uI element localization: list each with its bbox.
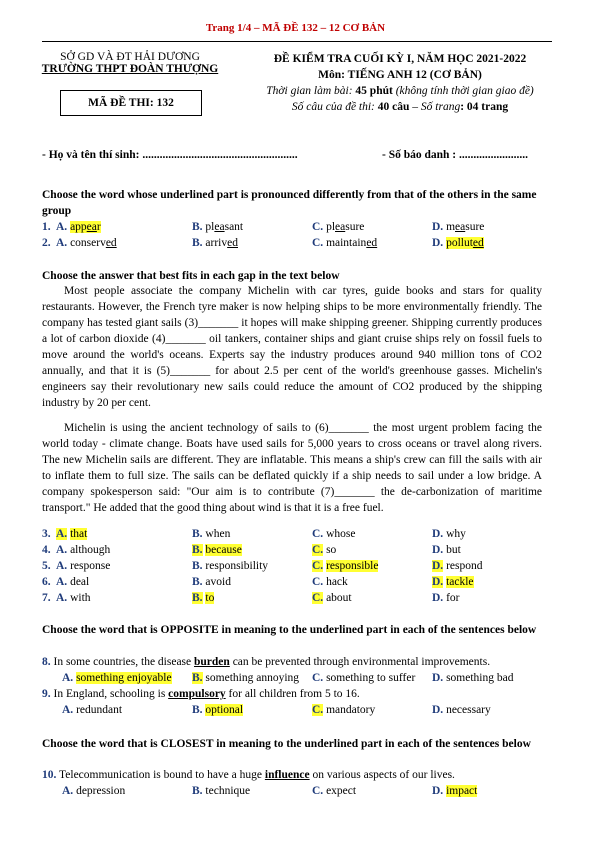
q1-option-a: A. appear [56, 221, 101, 233]
q4-option-b: B. because [192, 544, 242, 556]
question-2: 2. A. conserved B. arrived C. maintained D. polluted [42, 237, 484, 249]
question-10-options [42, 784, 552, 799]
q10-option-d: D. impact [432, 785, 478, 797]
question-9-options [42, 703, 552, 718]
question-6: 6. A. deal B. avoid C. hack D. tackle [42, 576, 474, 588]
question-7: 7. A. with B. to C. about D. for [42, 592, 460, 604]
school-name: TRƯỜNG THPT ĐOÀN THƯỢNG [41, 63, 219, 75]
page-header: Trang 1/4 – MÃ ĐỀ 132 – 12 CƠ BẢN [205, 22, 386, 34]
question-8-options [42, 671, 552, 686]
question-3: 3. A. that B. when C. whose D. why [42, 528, 466, 540]
q8-option-b: B. something annoying [192, 672, 300, 684]
right-header [240, 51, 560, 115]
question-5: 5. A. response B. responsibility C. responsible D. respond [42, 560, 483, 572]
q2-option-c: C. maintained [312, 237, 378, 249]
student-id-field: - Số báo danh : ........................ [382, 149, 529, 161]
question-8-stem: 8. In some countries, the disease burden can be prevented through environmental improvements. [42, 656, 491, 668]
q4-option-c: C. so [312, 544, 337, 556]
q3-option-c: C. whose [312, 528, 356, 540]
q7-option-c: C. about [312, 592, 352, 604]
q9-option-b: B. optional [192, 704, 244, 716]
q7-option-b: B. to [192, 592, 215, 604]
q3-option-b: B. when [192, 528, 231, 540]
q4-option-d: D. but [432, 544, 461, 556]
q4-option-a: A. although [56, 544, 111, 556]
q7-option-a: A. with [56, 592, 91, 604]
section1-instruction: Choose the word whose underlined part is pronounced differently from that of the others in the same group [42, 189, 537, 217]
q8-option-d: D. something bad [432, 672, 514, 684]
left-header [30, 51, 230, 75]
question-10-stem: 10. Telecommunication is bound to have a huge influence on various aspects of our lives. [42, 769, 455, 781]
q8-option-a: A. something enjoyable [62, 672, 172, 684]
section2-instruction: Choose the answer that best fits in each gap in the text below [42, 270, 340, 282]
q3-option-d: D. why [432, 528, 466, 540]
exam-subject: Môn: TIẾNG ANH 12 (CƠ BẢN) [318, 69, 482, 81]
student-name-field: - Họ và tên thí sinh: ...................................................... [42, 149, 298, 161]
q6-option-b: B. avoid [192, 576, 231, 588]
exam-title: ĐỀ KIỂM TRA CUỐI KỲ I, NĂM HỌC 2021-2022 [273, 53, 527, 65]
q9-option-c: C. mandatory [312, 704, 376, 716]
q5-option-a: A. response [56, 560, 111, 572]
question-1: 1. A. appear B. pleasant C. pleasure D. measure [42, 221, 485, 233]
header-divider [42, 41, 552, 42]
q5-option-c: C. responsible [312, 560, 379, 572]
q2-option-d: D. polluted [432, 237, 484, 249]
section3-instruction: Choose the word that is OPPOSITE in meaning to the underlined part in each of the sentences below [42, 624, 537, 636]
q9-option-a: A. redundant [62, 704, 123, 716]
question-9-stem: 9. In England, schooling is compulsory for all children from 5 to 16. [42, 688, 360, 700]
section4-instruction: Choose the word that is CLOSEST in meaning to the underlined part in each of the sentences below [42, 738, 531, 750]
exam-count: Số câu của đề thi: 40 câu – Số trang: 04 trang [291, 101, 509, 113]
q2-option-a: A. conserved [56, 237, 117, 249]
exam-time: Thời gian làm bài: 45 phút (không tính thời gian giao đề) [266, 85, 534, 97]
question-4: 4. A. although B. because C. so D. but [42, 544, 461, 556]
passage-paragraph-2: Michelin is using the ancient technology of sails to (6)_______ the most urgent problem facing the world today - climate change. Boats have used sails for 5,000 years to cross oceans or travel along rivers. The new Michelin sails are different. They are inflatable. This means a ship's crew can fill the sails with air to inflate them to full size. The sails can be deflated quickly if a ship needs to sail under a low bridge. A company spokesperson said: "Our aim is to contribute (7)_______ the de-carbonization of maritime transport." He added that the good thing about wind is that it is a free fuel. [42, 422, 542, 514]
q1-option-d: D. measure [432, 221, 485, 233]
q6-option-d: D. tackle [432, 576, 474, 588]
q10-option-a: A. depression [62, 785, 126, 797]
passage-paragraph-1: Most people associate the company Michelin with car tyres, guide books and stars for quality restaurants. However, the French tyre maker is now helping ships to be more environmentally friendly. The company has tested giant sails (3)_______ it hopes will make shipping greener. Shipping currently produces a lot of carbon dioxide (4)_______ oil tankers, container ships and giant cruise ships rely on fossil fuels to move around the world's oceans. Experts say the industry produces around 940 million tons of CO2 annually, and that it is (5)_______ for about 2.5 per cent of the world's greenhouse gasses. Michelin's engineers say their revolutionary new sails could reduce the amount of CO2 produced by the shipping industry by 20 per cent. [42, 285, 542, 409]
q10-option-b: B. technique [192, 785, 251, 797]
exam-code-box: MÃ ĐỀ THI: 132 [60, 90, 202, 116]
q10-option-c: C. expect [312, 785, 357, 797]
q9-option-d: D. necessary [432, 704, 491, 716]
q6-option-a: A. deal [56, 576, 90, 588]
q2-option-b: B. arrived [192, 237, 238, 249]
q6-option-c: C. hack [312, 576, 348, 588]
department-name: SỞ GD VÀ ĐT HẢI DƯƠNG [60, 51, 200, 63]
q1-option-b: B. pleasant [192, 221, 244, 233]
q1-option-c: C. pleasure [312, 221, 365, 233]
q5-option-b: B. responsibility [192, 560, 269, 572]
q8-option-c: C. something to suffer [312, 672, 416, 684]
q5-option-d: D. respond [432, 560, 483, 572]
q3-option-a: A. that [56, 528, 88, 540]
q7-option-d: D. for [432, 592, 460, 604]
